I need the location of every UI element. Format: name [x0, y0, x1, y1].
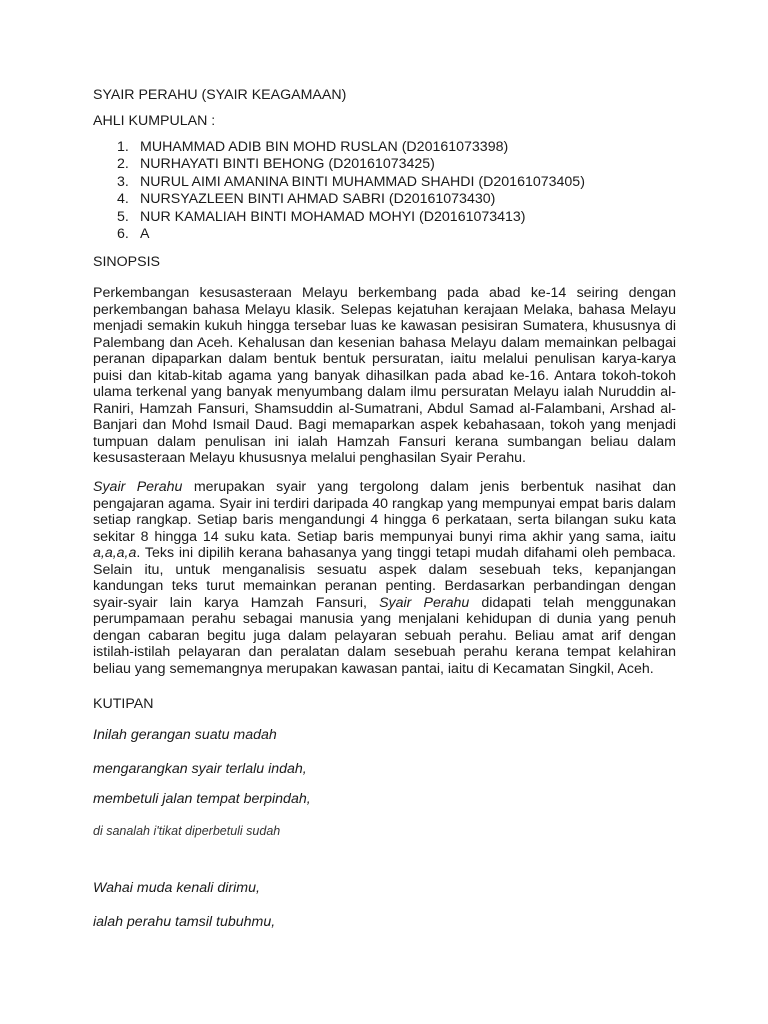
- list-item: [117, 139, 585, 156]
- list-number: 6.: [117, 226, 129, 243]
- poem-line: Inilah gerangan suatu madah: [93, 727, 277, 743]
- document-title: SYAIR PERAHU (SYAIR KEAGAMAAN): [93, 87, 347, 103]
- member-name: NURSYAZLEEN BINTI AHMAD SABRI (D20161073430): [140, 191, 496, 208]
- list-item: [117, 191, 585, 208]
- member-name: NURHAYATI BINTI BEHONG (D20161073425): [140, 156, 435, 173]
- sinopsis-paragraph-1: Perkembangan kesusasteraan Melayu berkembang pada abad ke-14 seiring dengan perkembangan bahasa Melayu klasik. Selepas kejatuhan kerajaan Melaka, bahasa Melayu menjadi semakin kukuh hingga tersebar luas ke kawasan pesisiran Sumatera, khususnya di Palembang dan Aceh. Kehalusan dan kesenian bahasa Melayu dalam memainkan pelbagai peranan dipaparkan dalam bentuk bentuk persuratan, iaitu melalui penulisan karya-karya puisi dan kitab-kitab agama yang banyak dihasilkan pada abad ke-16. Antara tokoh-tokoh ulama terkenal yang banyak menyumbang dalam ilmu persuratan Melayu ialah Nuruddin al-Raniri, Hamzah Fansuri, Shamsuddin al-Sumatrani, Abdul Samad al-Falambani, Arshad al-Banjari dan Mohd Ismail Daud. Bagi memaparkan aspek kebahasaan, tokoh yang menjadi tumpuan dalam penulisan ini ialah Hamzah Fansuri kerana sumbangan beliau dalam kesusasteraan Melayu khususnya melalui penghasilan Syair Perahu.: [93, 285, 676, 466]
- members-heading: AHLI KUMPULAN :: [93, 113, 216, 129]
- member-name: NURUL AIMI AMANINA BINTI MUHAMMAD SHAHDI (D20161073405): [140, 173, 585, 190]
- members-list: [117, 139, 585, 243]
- paragraph-text: didapati telah menggunakan perumpamaan perahu sebagai manusia yang menjalani kehidupan di dunia yang penuh dengan cabaran begitu juga dalam pelayaran sebuah perahu. Beliau amat arif dengan istilah-istilah pelayaran dan peralatan dalam sesebuah perahu kerana tempat kelahiran beliau yang sememangnya merupakan kawasan pantai, iaitu di Kecamatan Singkil, Aceh.: [93, 594, 677, 677]
- member-name: A: [140, 226, 150, 243]
- list-number: 2.: [117, 156, 129, 173]
- list-item: [117, 209, 585, 226]
- sinopsis-heading: SINOPSIS: [93, 254, 161, 270]
- list-number: 4.: [117, 191, 129, 208]
- kutipan-heading: KUTIPAN: [93, 696, 154, 712]
- poem-line: Wahai muda kenali dirimu,: [93, 880, 260, 896]
- list-item: [117, 156, 585, 173]
- poem-line: di sanalah i'tikat diperbetuli sudah: [93, 824, 281, 838]
- work-title: Syair Perahu: [93, 479, 183, 495]
- poem-line: mengarangkan syair terlalu indah,: [93, 761, 307, 777]
- member-name: NUR KAMALIAH BINTI MOHAMAD MOHYI (D20161073413): [140, 208, 526, 225]
- list-item: [117, 226, 585, 243]
- work-title: Syair Perahu: [379, 594, 470, 611]
- member-name: MUHAMMAD ADIB BIN MOHD RUSLAN (D20161073398): [140, 139, 509, 155]
- paragraph-text: . Teks ini dipilih kerana bahasanya yang tinggi tetapi mudah difahami oleh pembaca. Selain itu, untuk menganalisis sesuatu aspek dalam sesebuah teks, kepanjangan kandungan teks turut memainkan peranan penting. Berdasarkan perbandingan dengan syair-syair lain karya Hamzah Fansuri,: [93, 545, 676, 611]
- poem-line: ialah perahu tamsil tubuhmu,: [93, 914, 276, 930]
- paragraph-text: merupakan syair yang tergolong dalam jenis berbentuk nasihat dan pengajaran agama. Syair ini terdiri daripada 40 rangkap yang mempunyai empat baris dalam setiap rangkap. Setiap baris mengandungi 4 hingga 6 perkataan, serta bilangan suku kata sekitar 8 hingga 14 suku kata. Setiap baris mempunyai bunyi rima akhir yang sama, iaitu: [93, 479, 676, 545]
- poem-line: membetuli jalan tempat berpindah,: [93, 791, 311, 807]
- sinopsis-paragraph-2: [93, 479, 676, 677]
- list-item: [117, 174, 585, 191]
- list-number: 5.: [117, 208, 129, 225]
- list-number: 3.: [117, 173, 129, 190]
- list-number: 1.: [117, 139, 129, 155]
- rhyme-scheme: a,a,a,a: [93, 545, 137, 561]
